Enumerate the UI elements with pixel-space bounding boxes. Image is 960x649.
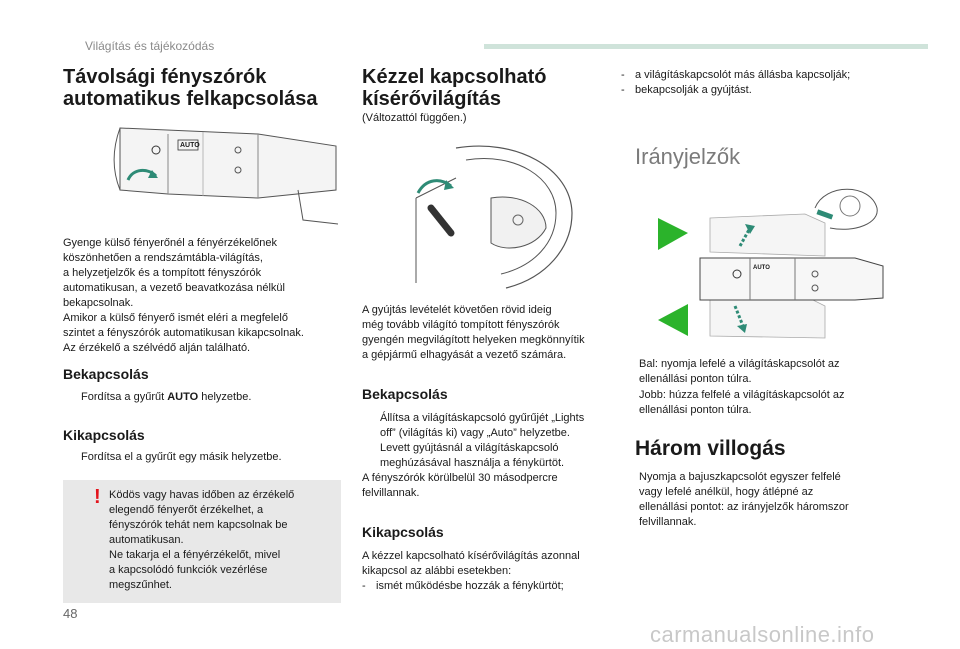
right-turn-arrow-icon (658, 218, 688, 250)
heading-activation: Bekapcsolás (63, 366, 149, 382)
paragraph-line: Gyenge külső fényerőnél a fényérzékelőnek (63, 237, 278, 249)
paragraph-line: kikapcsol az alábbi esetekben: (362, 565, 512, 577)
paragraph-line: gyengén megvilágított helyeken megkönnyítik (362, 334, 585, 346)
instruction-line: ellenállási pontot: az irányjelzők háromszor (639, 501, 849, 513)
paragraph-line: Az érzékelő a szélvédő alján található. (63, 342, 251, 354)
step-line: meghúzásával használja a fénykürtöt. (380, 457, 565, 469)
title-line: kísérővilágítás (362, 88, 501, 110)
warning-line: Ne takarja el a fényérzékelőt, mivel (109, 549, 281, 561)
header-bar (484, 44, 928, 49)
steering-wheel-illustration (396, 138, 574, 293)
flash-duration-note (362, 471, 558, 501)
list-item (362, 579, 564, 594)
step-line: Levett gyújtásnál a világításkapcsoló (380, 442, 559, 454)
paragraph-line: a gépjármű elhagyását a vezető számára. (362, 349, 567, 361)
indicator-stalk-illustration (655, 178, 885, 346)
warning-text (109, 488, 294, 593)
auto-stalk-illustration (108, 120, 340, 232)
section-title-auto-headlamps (63, 66, 343, 110)
paragraph-line: Amikor a külső fényerő ismét eléri a megfelelő (63, 312, 288, 324)
right-indicator-instruction (621, 388, 844, 418)
list-item-text: a világításkapcsolót más állásba kapcsolják; (635, 69, 851, 81)
deactivation-text (362, 549, 580, 579)
auto-ring-label: AUTO (753, 265, 770, 271)
paragraph-line: automatikusan, a vezető beavatkozása nélkül (63, 282, 285, 294)
list-item (621, 83, 850, 98)
instruction-line: Nyomja a bajuszkapcsolót egyszer felfelé (639, 471, 841, 483)
auto-ring-label: AUTO (180, 142, 200, 149)
list-item-text: ismét működésbe hozzák a fénykürtöt; (376, 580, 564, 592)
dash-marker: - (621, 84, 625, 96)
heading-deactivation: Kikapcsolás (63, 427, 145, 443)
activation-instruction (63, 390, 251, 405)
heading-deactivation: Kikapcsolás (362, 524, 444, 540)
auto-headlamps-intro (63, 236, 348, 356)
deactivation-list-continued (621, 68, 850, 98)
list-item-text: bekapcsolják a gyújtást. (635, 84, 752, 96)
paragraph-line: köszönhetően a rendszámtábla-világítás, (63, 252, 263, 264)
watermark: carmanualsonline.info (650, 622, 875, 647)
instruction-text: Fordítsa a gyűrűt (81, 391, 168, 403)
instruction-line: Jobb: húzza felfelé a világításkapcsolót az (639, 389, 845, 401)
warning-box (63, 480, 341, 603)
follow-me-home-intro (362, 303, 612, 363)
section-title-follow-me-home (362, 66, 592, 110)
title-line: automatikus felkapcsolása (63, 88, 318, 110)
paragraph-line: A gyújtás levételét követően rövid ideig (362, 304, 552, 316)
instruction-text: Fordítsa el a gyűrűt egy másik helyzetbe. (81, 451, 282, 463)
title-line: Kézzel kapcsolható (362, 66, 547, 88)
step-line: Állítsa a világításkapcsoló gyűrűjét „Lights (380, 412, 585, 424)
warning-line: a kapcsolódó funkciók vezérlése (109, 564, 268, 576)
instruction-line: ellenállási ponton túlra. (639, 373, 752, 385)
paragraph-line: szintet a fényszórók automatikusan kikapcsolnak. (63, 327, 304, 339)
warning-line: automatikusan. (109, 534, 184, 546)
dash-marker: - (362, 580, 366, 592)
paragraph-line: a helyzetjelzők és a tompított fényszórók (63, 267, 262, 279)
heading-direction-indicators: Irányjelzők (635, 144, 741, 169)
warning-line: fényszórók tehát nem kapcsolnak be (109, 519, 288, 531)
warning-line: Ködös vagy havas időben az érzékelő (109, 489, 295, 501)
heading-activation: Bekapcsolás (362, 386, 448, 402)
heading-three-flashes: Három villogás (635, 437, 786, 460)
page-number: 48 (63, 606, 78, 621)
deactivation-list (362, 579, 564, 594)
left-indicator-instruction (621, 357, 840, 387)
paragraph-line: felvillannak. (362, 487, 420, 499)
instruction-line: vagy lefelé anélkül, hogy átlépné az (639, 486, 814, 498)
instruction-line: ellenállási ponton túlra. (639, 404, 752, 416)
version-note: (Változattól függően.) (362, 112, 467, 124)
instruction-line: Bal: nyomja lefelé a világításkapcsolót az (639, 358, 840, 370)
warning-line: elegendő fényerőt érzékelhet, a (109, 504, 264, 516)
left-turn-arrow-icon (658, 304, 688, 336)
activation-step (362, 441, 564, 471)
paragraph-line: A fényszórók körülbelül 30 másodpercre (362, 472, 558, 484)
title-line: Távolsági fényszórók (63, 66, 267, 88)
step-line: off” (világítás ki) vagy „Auto” helyzetbe. (380, 427, 570, 439)
instruction-line: felvillannak. (639, 516, 697, 528)
paragraph-line: bekapcsolnak. (63, 297, 134, 309)
three-flashes-instruction (621, 470, 849, 530)
list-item (621, 68, 850, 83)
deactivation-instruction (63, 450, 282, 465)
instruction-text: helyzetbe. (198, 391, 252, 403)
paragraph-line: még tovább világító tompított fényszórók (362, 319, 560, 331)
activation-step (362, 411, 584, 441)
auto-position-label: AUTO (167, 391, 199, 403)
warning-line: megszűnhet. (109, 579, 172, 591)
dash-marker: - (621, 69, 625, 81)
section-header: Világítás és tájékozódás (85, 39, 215, 53)
paragraph-line: A kézzel kapcsolható kísérővilágítás azonnal (362, 550, 580, 562)
warning-icon: ! (94, 486, 101, 508)
